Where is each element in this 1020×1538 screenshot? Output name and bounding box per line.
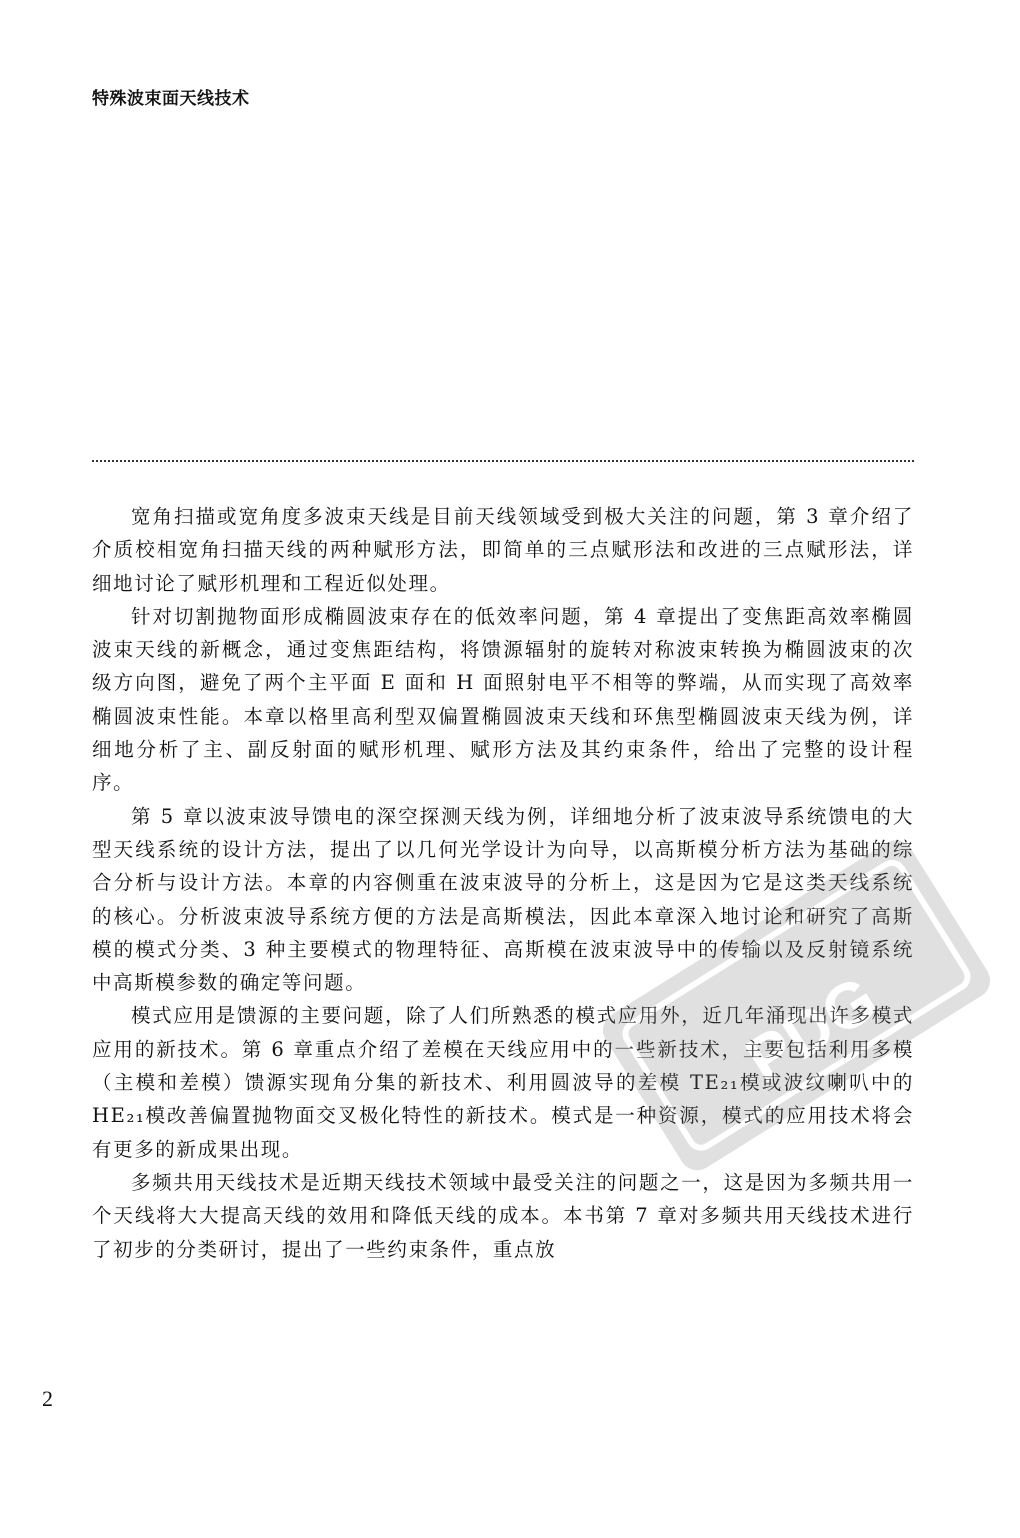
section-divider — [92, 460, 914, 462]
paragraph: 宽角扫描或宽角度多波束天线是目前天线领域受到极大关注的问题，第 3 章介绍了介质校相宽角扫描天线的两种赋形方法，即简单的三点赋形法和改进的三点赋形法，详细地讨论了赋形机理和工程近似处理。 — [92, 505, 914, 595]
watermark-text: PDG — [733, 961, 890, 1097]
paragraph: 多频共用天线技术是近期天线技术领域中最受关注的问题之一，这是因为多频共用一个天线将大大提高天线的效用和降低天线的成本。本书第 7 章对多频共用天线技术进行了初步的分类研讨，提出了一些约束条件，重点放 — [92, 1170, 914, 1261]
running-header: 特殊波束面天线技术 — [92, 89, 250, 109]
paragraph: 针对切割抛物面形成椭圆波束存在的低效率问题，第 4 章提出了变焦距高效率椭圆波束天线的新概念，通过变焦距结构，将馈源辐射的旋转对称波束转换为椭圆波束的次级方向图，避免了两个主平面 E 面和 H 面照射电平不相等的弊端，从而实现了高效率椭圆波束性能。本章以格里高利型双偏置椭圆波束天线和环焦型椭圆波束天线为例，详细地分析了主、副反射面的赋形机理、赋形方法及其约束条件，给出了完整的设计程序。 — [92, 604, 914, 795]
page-number: 2 — [42, 1386, 53, 1411]
body-text — [92, 500, 914, 1266]
paragraph: 模式应用是馈源的主要问题，除了人们所熟悉的模式应用外，近几年涌现出许多模式应用的新技术。第 6 章重点介绍了差模在天线应用中的一些新技术，主要包括利用多模（主模和差模）馈源实现角分集的新技术、利用圆波导的差模 TE₂₁模或波纹喇叭中的 HE₂₁模改善偏置抛物面交叉极化特性的新技术。模式是一种资源，模式的应用技术将会有更多的新成果出现。 — [92, 1004, 914, 1161]
paragraph: 第 5 章以波束波导馈电的深空探测天线为例，详细地分析了波束波导系统馈电的大型天线系统的设计方法，提出了以几何光学设计为向导，以高斯模分析方法为基础的综合分析与设计方法。本章的内容侧重在波束波导的分析上，这是因为它是这类天线系统的核心。分析波束波导系统方便的方法是高斯模法，因此本章深入地讨论和研究了高斯模的模式分类、3 种主要模式的物理特征、高斯模在波束波导中的传输以及反射镜系统中高斯模参数的确定等问题。 — [92, 804, 914, 995]
